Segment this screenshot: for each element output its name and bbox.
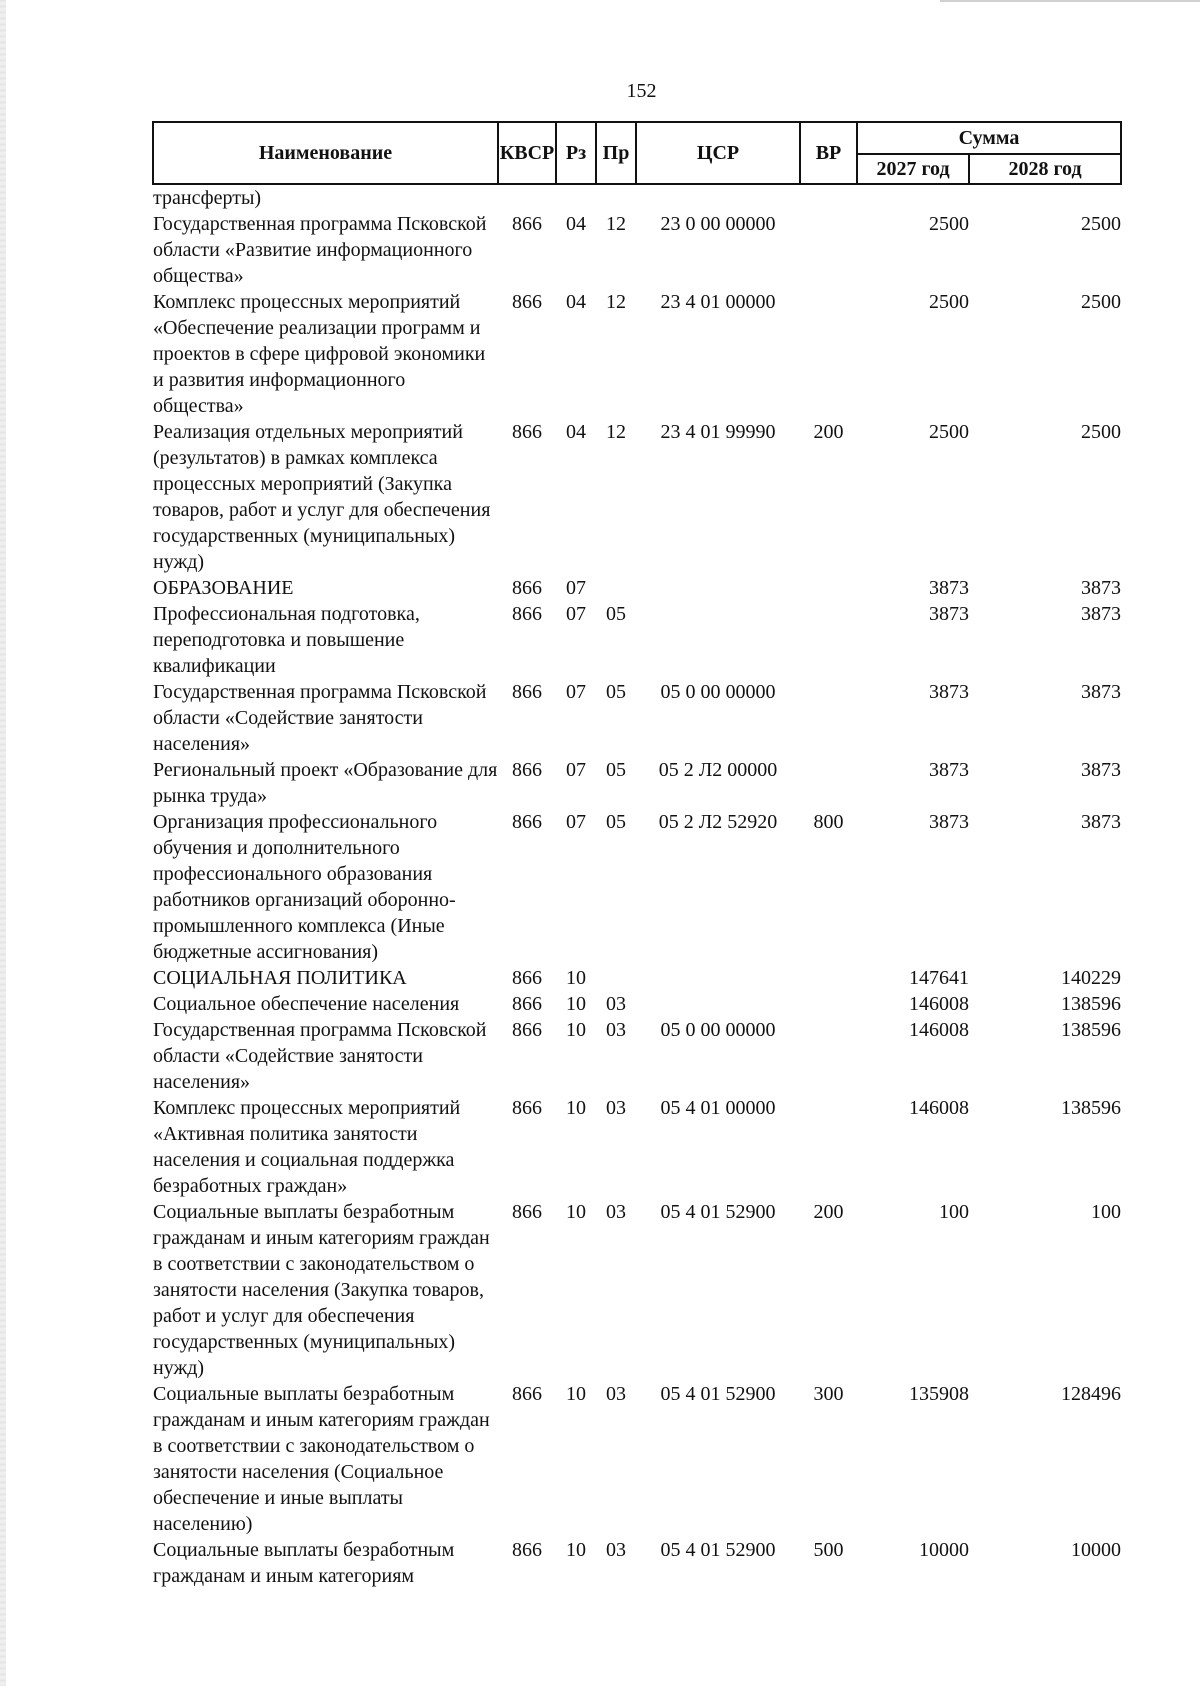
cell-sum-2027: 2500 [929, 213, 969, 235]
table-row [153, 575, 1121, 601]
cell-pr: 03 [606, 1539, 626, 1561]
cell-sum-2028: 2500 [1081, 421, 1122, 443]
cell-pr: 05 [606, 759, 626, 781]
cell-name: СОЦИАЛЬНАЯ ПОЛИТИКА [153, 967, 407, 989]
cell-rz: 10 [566, 1539, 586, 1561]
cell-pr: 05 [606, 603, 626, 625]
cell-rz: 04 [566, 213, 586, 235]
cell-name: Социальные выплаты безработным гражданам и иным категориям [153, 1539, 455, 1587]
cell-pr: 03 [606, 1383, 626, 1405]
cell-pr: 05 [606, 681, 626, 703]
cell-csr: 05 0 00 00000 [660, 1019, 776, 1041]
cell-csr [636, 965, 800, 991]
cell-sum-2027: 3873 [929, 681, 969, 703]
cell-kvsr: 866 [512, 1539, 542, 1561]
table-header [153, 122, 1121, 184]
cell-sum-2027: 135908 [909, 1383, 969, 1405]
cell-rz: 10 [566, 1201, 586, 1223]
cell-csr [636, 575, 800, 601]
table-row [153, 1095, 1121, 1199]
scan-edge-left [0, 0, 6, 1686]
cell-vr [800, 575, 857, 601]
cell-sum-2028: 3873 [1081, 811, 1122, 833]
cell-name: трансферты) [153, 187, 262, 209]
header-year-2028: 2028 год [969, 154, 1121, 184]
cell-rz: 07 [566, 811, 586, 833]
cell-sum-2027: 100 [939, 1201, 969, 1223]
cell-vr [800, 211, 857, 289]
cell-csr: 05 0 00 00000 [660, 681, 776, 703]
header-name: Наименование [153, 122, 498, 184]
cell-csr [636, 601, 800, 679]
cell-sum-2028: 138596 [1061, 1019, 1122, 1041]
cell-name: ОБРАЗОВАНИЕ [153, 577, 294, 599]
cell-sum-2028: 2500 [1081, 213, 1122, 235]
header-kvsr: КВСР [498, 122, 556, 184]
cell-kvsr: 866 [512, 1383, 542, 1405]
table-row [153, 1381, 1121, 1537]
cell-vr: 200 [813, 1201, 844, 1223]
table-row [153, 965, 1121, 991]
cell-sum-2027: 3873 [929, 759, 969, 781]
cell-sum-2028: 138596 [1061, 993, 1122, 1015]
cell-sum-2027: 147641 [909, 967, 969, 989]
cell-kvsr: 866 [512, 1097, 542, 1119]
header-sum: Сумма [857, 122, 1121, 154]
cell-rz: 07 [566, 681, 586, 703]
cell-name: Региональный проект «Образование для рынка труда» [153, 759, 498, 807]
cell-vr [800, 965, 857, 991]
header-pr: Пр [596, 122, 636, 184]
cell-vr: 300 [813, 1383, 844, 1405]
cell-sum-2028: 10000 [1071, 1539, 1122, 1561]
cell-rz: 10 [566, 1019, 586, 1041]
cell-vr [800, 184, 857, 211]
cell-sum-2028: 2500 [1081, 291, 1122, 313]
header-vr: ВР [800, 122, 857, 184]
cell-kvsr: 866 [512, 1201, 542, 1223]
cell-sum-2028: 128496 [1061, 1383, 1122, 1405]
cell-vr [800, 679, 857, 757]
table-row [153, 991, 1121, 1017]
table-row [153, 679, 1121, 757]
cell-name: Государственная программа Псковской области «Развитие информационного общества» [153, 213, 487, 287]
cell-kvsr: 866 [512, 811, 542, 833]
cell-sum-2027: 3873 [929, 577, 969, 599]
cell-vr [800, 991, 857, 1017]
cell-vr [800, 1095, 857, 1199]
cell-name: Профессиональная подготовка, переподготовка и повышение квалификации [153, 603, 420, 677]
table-row [153, 1537, 1121, 1589]
table-row [153, 1017, 1121, 1095]
cell-pr: 12 [606, 421, 626, 443]
cell-rz: 07 [566, 577, 586, 599]
cell-csr [636, 184, 800, 211]
cell-sum-2027: 3873 [929, 603, 969, 625]
cell-name: Государственная программа Псковской области «Содействие занятости населения» [153, 681, 487, 755]
cell-name: Социальные выплаты безработным гражданам и иным категориям граждан в соответствии с законодательством о занятости населения (Социальное обеспечение и иные выплаты населению) [153, 1383, 490, 1535]
table-row [153, 757, 1121, 809]
cell-rz: 07 [566, 603, 586, 625]
cell-vr: 800 [813, 811, 844, 833]
page-number: 152 [626, 80, 657, 102]
cell-rz: 04 [566, 291, 586, 313]
cell-name: Государственная программа Псковской области «Содействие занятости населения» [153, 1019, 487, 1093]
cell-kvsr: 866 [512, 967, 542, 989]
cell-name: Организация профессионального обучения и дополнительного профессионального образования работников организаций оборонно-промышленного комплекса (Иные бюджетные ассигнования) [153, 811, 456, 963]
cell-csr: 05 4 01 52900 [660, 1201, 776, 1223]
cell-csr: 05 4 01 00000 [660, 1097, 776, 1119]
cell-rz: 07 [566, 759, 586, 781]
cell-csr: 05 2 Л2 00000 [658, 759, 778, 781]
cell-pr [596, 184, 636, 211]
cell-kvsr: 866 [512, 993, 542, 1015]
cell-sum-2028: 138596 [1061, 1097, 1122, 1119]
cell-sum-2028: 3873 [1081, 681, 1122, 703]
table-row [153, 419, 1121, 575]
cell-sum-2028: 3873 [1081, 759, 1122, 781]
cell-sum-2027: 2500 [929, 291, 969, 313]
cell-sum-2028: 3873 [1081, 577, 1122, 599]
cell-name: Комплекс процессных мероприятий «Обеспечение реализации программ и проектов в сфере цифровой экономики и развития информационного общества» [153, 291, 486, 417]
cell-csr: 23 4 01 00000 [660, 291, 776, 313]
table-row [153, 1199, 1121, 1381]
cell-vr [800, 757, 857, 809]
cell-sum-2027: 146008 [909, 1097, 969, 1119]
cell-sum-2027: 3873 [929, 811, 969, 833]
cell-sum-2028 [969, 184, 1121, 211]
cell-rz: 10 [566, 993, 586, 1015]
cell-pr: 12 [606, 213, 626, 235]
cell-pr: 03 [606, 1097, 626, 1119]
cell-pr [596, 965, 636, 991]
cell-sum-2027: 2500 [929, 421, 969, 443]
table-body [153, 184, 1121, 1589]
cell-kvsr: 866 [512, 759, 542, 781]
cell-pr: 03 [606, 993, 626, 1015]
cell-pr: 03 [606, 1201, 626, 1223]
table-row [153, 211, 1121, 289]
cell-sum-2028: 3873 [1081, 603, 1122, 625]
budget-table [152, 121, 1122, 1589]
cell-pr: 05 [606, 811, 626, 833]
cell-kvsr: 866 [512, 681, 542, 703]
header-year-2027: 2027 год [857, 154, 969, 184]
cell-sum-2027: 146008 [909, 993, 969, 1015]
cell-kvsr: 866 [512, 421, 542, 443]
cell-pr: 12 [606, 291, 626, 313]
cell-name: Социальное обеспечение населения [153, 993, 460, 1015]
cell-kvsr: 866 [512, 603, 542, 625]
table-row [153, 289, 1121, 419]
cell-csr: 05 4 01 52900 [660, 1383, 776, 1405]
cell-rz: 10 [566, 1097, 586, 1119]
cell-name: Комплекс процессных мероприятий «Активная политика занятости населения и социальная поддержка безработных граждан» [153, 1097, 461, 1197]
cell-rz [556, 184, 596, 211]
cell-kvsr [498, 184, 556, 211]
cell-vr [800, 1017, 857, 1095]
cell-sum-2027: 146008 [909, 1019, 969, 1041]
table-row [153, 184, 1121, 211]
cell-kvsr: 866 [512, 577, 542, 599]
cell-csr: 05 4 01 52900 [660, 1539, 776, 1561]
table-row [153, 601, 1121, 679]
cell-kvsr: 866 [512, 1019, 542, 1041]
cell-sum-2028: 140229 [1061, 967, 1122, 989]
cell-vr: 200 [813, 421, 844, 443]
cell-rz: 10 [566, 1383, 586, 1405]
cell-csr: 23 4 01 99990 [660, 421, 776, 443]
header-csr: ЦСР [636, 122, 800, 184]
cell-csr: 23 0 00 00000 [660, 213, 776, 235]
cell-sum-2027 [857, 184, 969, 211]
cell-vr: 500 [813, 1539, 844, 1561]
header-rz: Рз [556, 122, 596, 184]
cell-csr [636, 991, 800, 1017]
table-row [153, 809, 1121, 965]
cell-rz: 10 [566, 967, 586, 989]
budget-document [152, 121, 1120, 1589]
cell-pr [596, 575, 636, 601]
cell-csr: 05 2 Л2 52920 [658, 811, 778, 833]
cell-sum-2028: 100 [1091, 1201, 1122, 1223]
cell-kvsr: 866 [512, 213, 542, 235]
cell-rz: 04 [566, 421, 586, 443]
cell-sum-2027: 10000 [919, 1539, 969, 1561]
scan-edge-top [940, 0, 1200, 2]
cell-kvsr: 866 [512, 291, 542, 313]
cell-vr [800, 601, 857, 679]
cell-name: Социальные выплаты безработным гражданам и иным категориям граждан в соответствии с законодательством о занятости населения (Закупка товаров, работ и услуг для обеспечения государственных (муниципальных) нужд) [153, 1201, 490, 1379]
cell-name: Реализация отдельных мероприятий (результатов) в рамках комплекса процессных мероприятий (Закупка товаров, работ и услуг для обеспечения государственных (муниципальных) нужд) [153, 421, 491, 573]
cell-pr: 03 [606, 1019, 626, 1041]
cell-vr [800, 289, 857, 419]
